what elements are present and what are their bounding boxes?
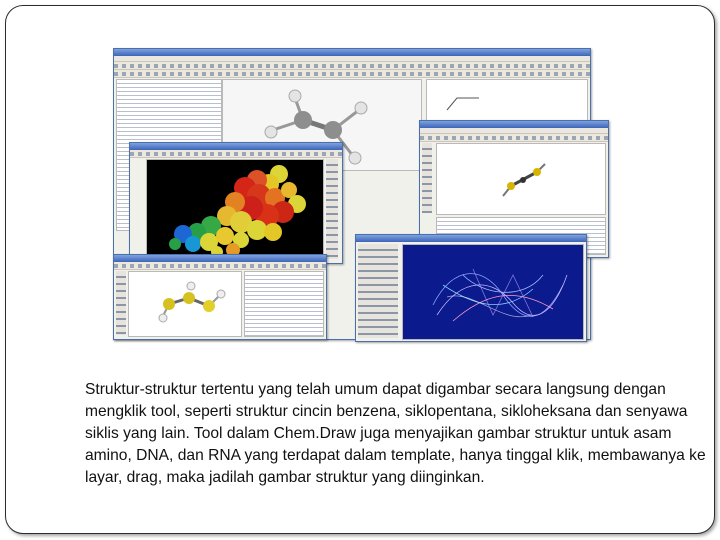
slide-body-text: Struktur-struktur tertentu yang telah umum dapat digambar secara langsung dengan mengklik tool, seperti struktur cincin benzena, siklopentana, sikloheksana dan senyawa siklis yang lain. Tool dalam Chem.Draw juga menyajikan gambar struktur untuk asam amino, DNA, dan RNA yang terdapat dalam template, hanya tinggal klik, membawanya ke layar, drag, maka jadilah gambar struktur yang diinginkan. [85,381,706,486]
protein-window-titlebar [130,143,342,150]
dna-structure-window [355,234,587,342]
dna-canvas [402,244,584,340]
protein-surface-window [129,142,343,264]
small-molecule-canvas [128,271,242,337]
dna-wireframe-icon [403,245,583,339]
small-molecule-model-icon [129,272,241,336]
dna-window-titlebar [356,235,586,242]
small-molecule-window [113,254,327,340]
protein-window-sidebar [326,159,338,259]
small-window-table [244,271,324,337]
molecule-window-titlebar [420,121,608,128]
small-window-toolstrip [116,271,126,335]
protein-surface-canvas [146,159,324,261]
small-window-titlebar [114,255,326,262]
slide-frame [5,5,715,534]
protein-surface-icon [147,160,323,260]
molecule-canvas [436,143,606,215]
main-window-toolbar [114,62,590,70]
small-window-toolbar [114,262,326,270]
main-window-toolbar-2 [114,70,590,78]
protein-window-toolbar [130,150,342,158]
molecule-window-toolstrip [422,143,432,213]
chemoffice-screenshot-collage [109,44,589,344]
molecule-window-toolbar [420,134,608,142]
ethane-model-icon [437,144,605,214]
dna-window-sidebar [358,244,398,338]
main-window-titlebar [114,49,590,56]
